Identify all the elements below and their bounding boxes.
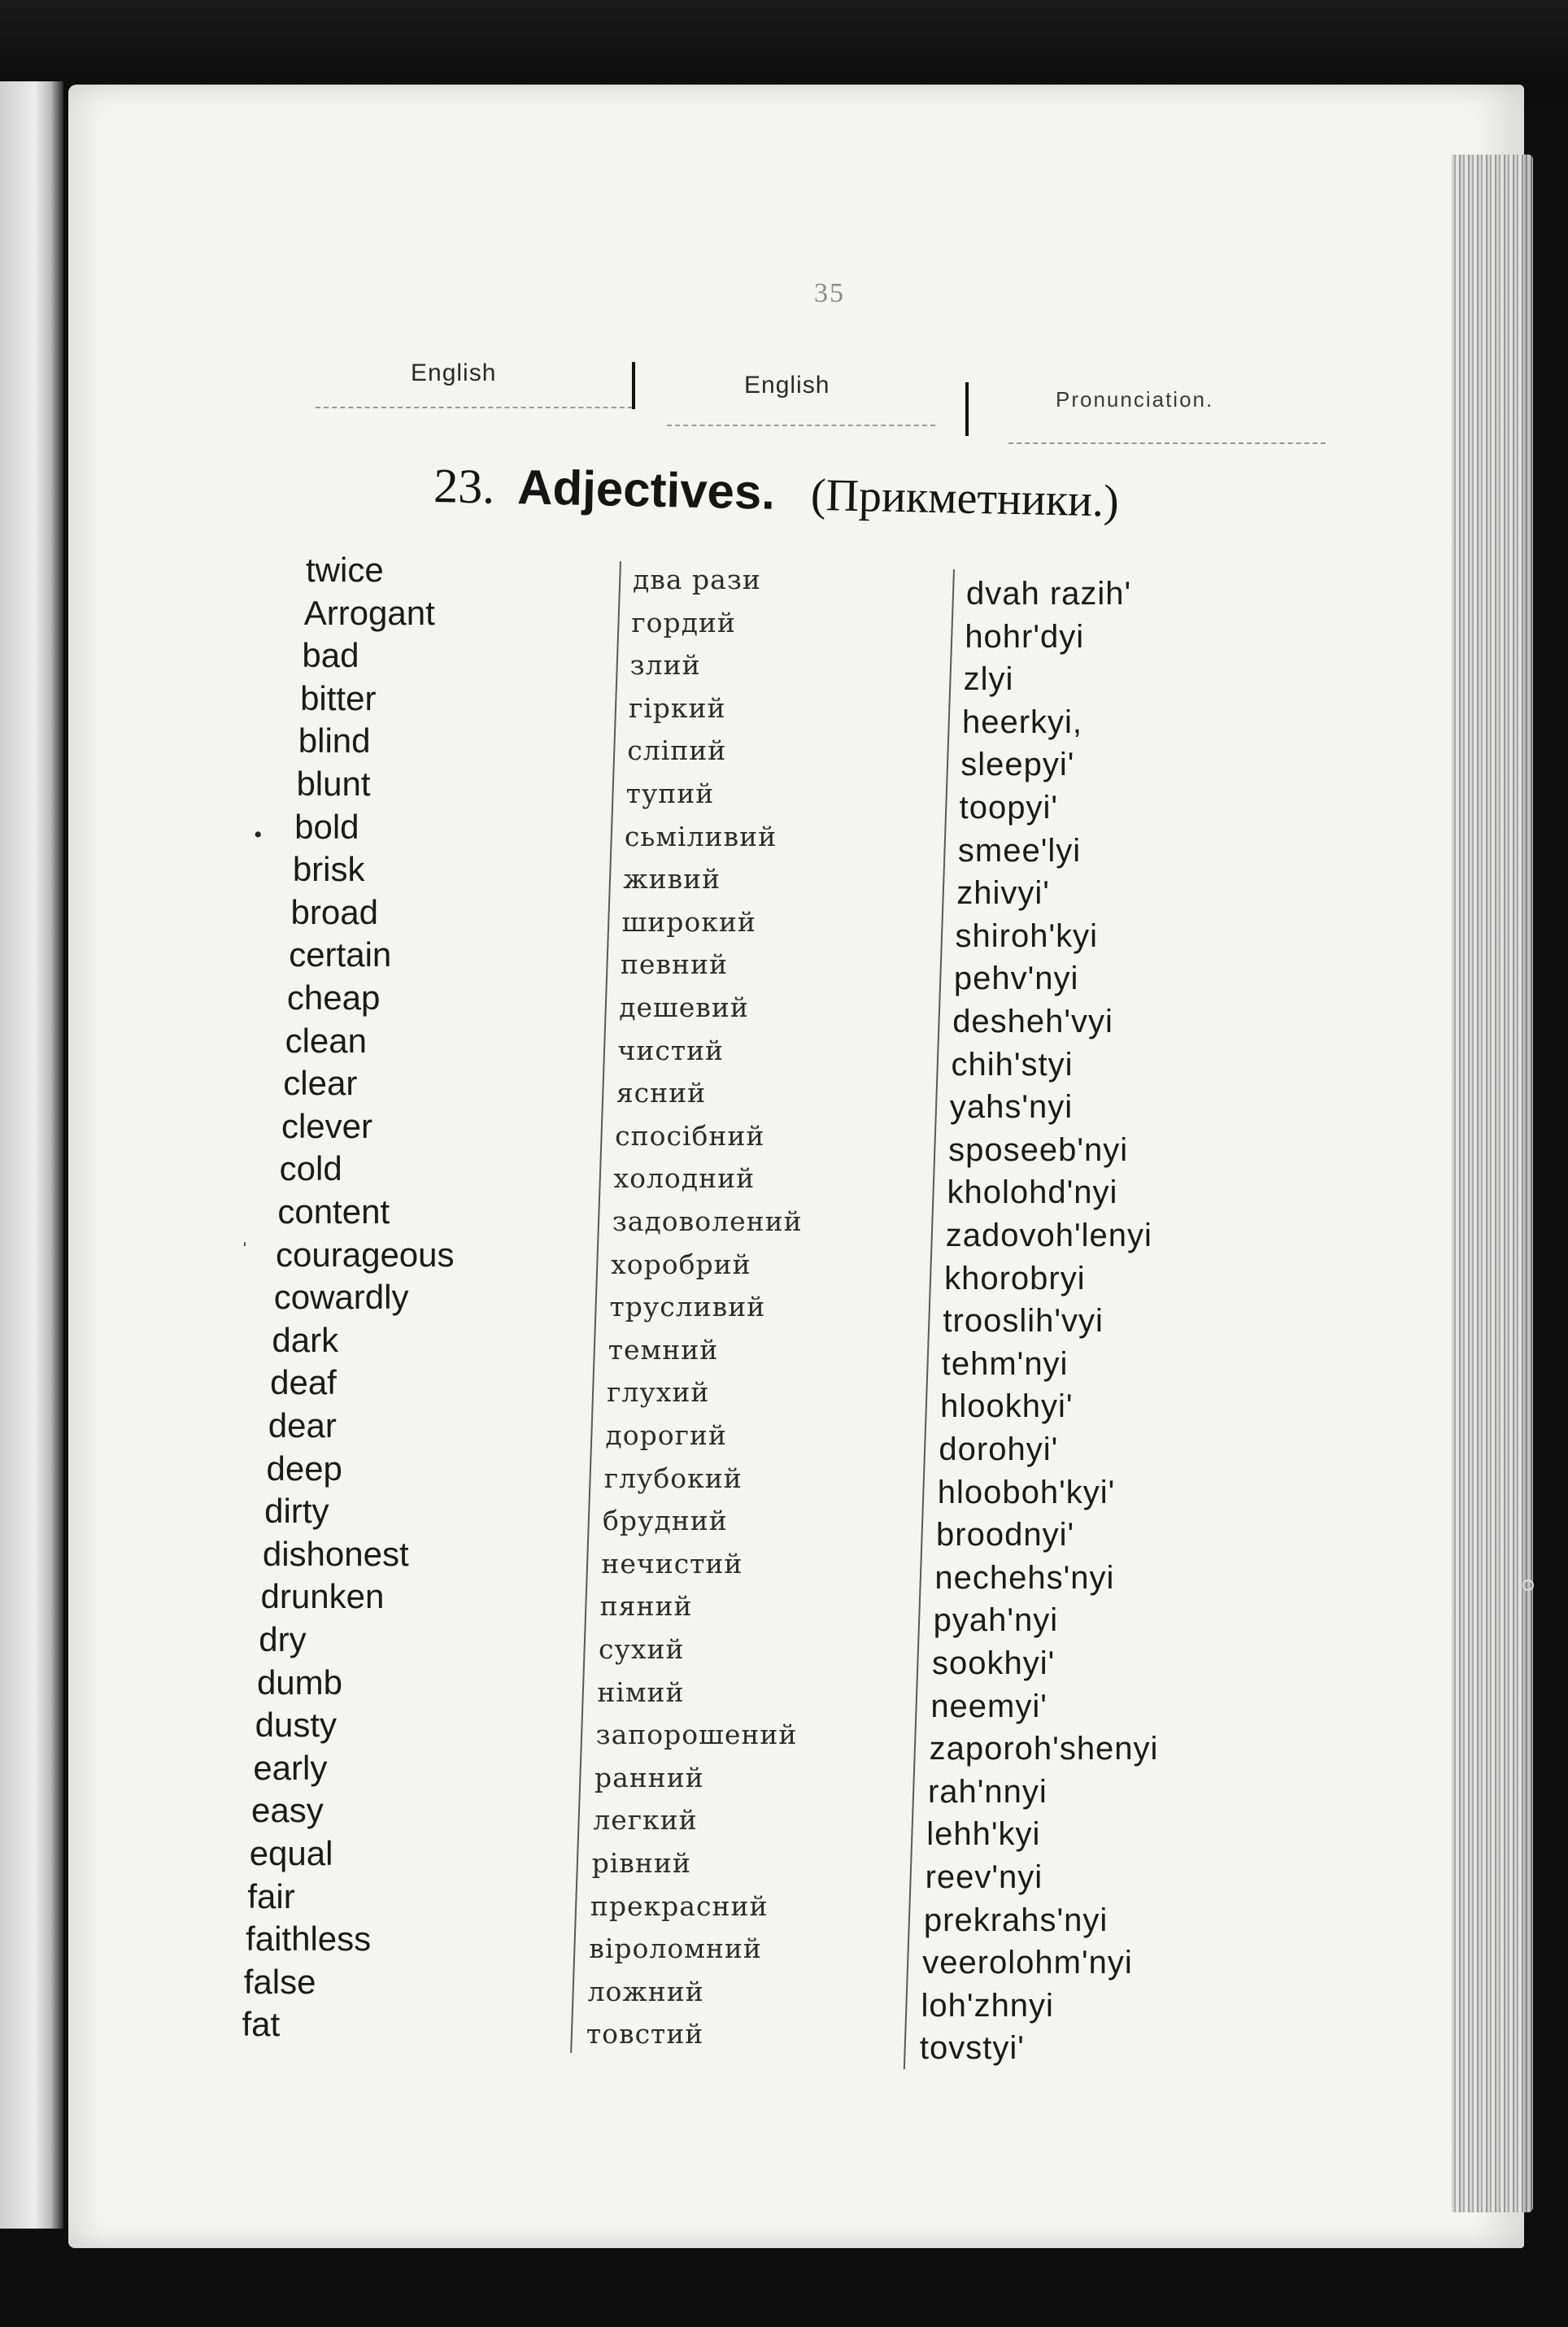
ukrainian-word: гіркий	[628, 691, 726, 724]
pronunciation: tehm'nyi	[941, 1345, 1069, 1382]
header-separator	[965, 382, 969, 436]
section-number: 23.	[433, 458, 495, 514]
pronunciation: dorohyi'	[939, 1431, 1059, 1467]
ukrainian-word: прекрасний	[590, 1889, 769, 1922]
ukrainian-word: сухий	[599, 1633, 685, 1665]
pronunciation: veerolohm'nyi	[922, 1945, 1133, 1981]
english-word: dumb	[256, 1662, 342, 1702]
english-word: dark	[272, 1320, 339, 1359]
ukrainian-word: сьміливий	[624, 820, 777, 852]
english-word: drunken	[260, 1577, 385, 1616]
ukrainian-word: рівний	[591, 1847, 691, 1879]
ukrainian-word: запорошений	[595, 1719, 798, 1751]
english-word: deep	[266, 1449, 342, 1488]
column-header-english-2: English	[744, 372, 830, 399]
english-word: easy	[251, 1791, 324, 1830]
pronunciation: zadovoh'lenyi	[945, 1218, 1152, 1253]
english-word: twice	[306, 551, 384, 589]
pronunciation: hlooboh'kyi'	[937, 1474, 1116, 1510]
pronunciation: hohr'dyi	[965, 618, 1085, 655]
pronunciation: toopyi'	[959, 790, 1058, 826]
ukrainian-word: два рази	[633, 564, 761, 595]
ukrainian-word: чистий	[617, 1034, 725, 1066]
english-word: fat	[242, 2005, 281, 2044]
ukrainian-word: брудний	[603, 1505, 728, 1537]
ukrainian-word: спосібний	[615, 1119, 765, 1152]
pronunciation: pyah'nyi	[933, 1602, 1059, 1639]
english-word: faithless	[246, 1920, 372, 1959]
pronunciation: dvah razih'	[966, 576, 1132, 612]
english-word: equal	[249, 1834, 333, 1872]
pronunciation: khorobryi	[944, 1260, 1086, 1296]
english-word: false	[243, 1962, 316, 2001]
english-word: blind	[298, 721, 371, 760]
english-word: fair	[247, 1876, 295, 1915]
english-word: deaf	[270, 1363, 337, 1402]
english-word: early	[253, 1748, 328, 1787]
ukrainian-word: темний	[608, 1333, 719, 1366]
english-word: clever	[281, 1106, 373, 1145]
ukrainian-word: живий	[623, 863, 721, 896]
scan-speck	[1522, 1580, 1534, 1591]
english-word: dusty	[255, 1706, 338, 1745]
pronunciation: yahs'nyi	[949, 1089, 1074, 1126]
pronunciation: reev'nyi	[925, 1859, 1043, 1895]
pronunciation: heerkyi,	[961, 704, 1083, 740]
ukrainian-word: ложний	[587, 1975, 704, 2007]
pronunciation: sleepyi'	[960, 747, 1075, 783]
ukrainian-word: дешевий	[619, 991, 749, 1023]
pronunciation: hlookhyi'	[940, 1388, 1074, 1425]
english-word: Arrogant	[303, 593, 435, 632]
ukrainian-word: глубокий	[603, 1462, 743, 1494]
ukrainian-word: віроломний	[589, 1933, 762, 1965]
ukrainian-word: певний	[620, 948, 728, 981]
english-word: cheap	[286, 978, 381, 1017]
english-word: broad	[290, 892, 378, 931]
page-fore-edge	[1452, 155, 1533, 2212]
pronunciation: zlyi	[963, 661, 1014, 698]
ukrainian-word: холодний	[613, 1162, 756, 1195]
ukrainian-word: пяний	[599, 1590, 693, 1623]
english-word: courageous	[276, 1235, 455, 1274]
english-word: cowardly	[273, 1278, 409, 1317]
english-word: dry	[259, 1620, 307, 1658]
column-header-english-1: English	[411, 360, 497, 386]
english-word: clean	[285, 1021, 367, 1060]
english-word: bad	[302, 636, 359, 675]
english-word: brisk	[292, 850, 365, 889]
english-word: clear	[283, 1064, 358, 1103]
pronunciation: tovstyi'	[919, 2030, 1025, 2067]
scanner-background	[0, 0, 1568, 98]
english-word: dirty	[264, 1492, 329, 1531]
english-word: dishonest	[262, 1534, 409, 1573]
ukrainian-word: злий	[629, 649, 701, 682]
pronunciation: sookhyi'	[932, 1645, 1056, 1681]
pronunciation: broodnyi'	[936, 1517, 1075, 1554]
pronunciation: prekrahs'nyi	[923, 1902, 1108, 1938]
ukrainian-word: трусливий	[609, 1291, 766, 1323]
ukrainian-word: гордий	[631, 606, 736, 638]
column-header-pronunciation: Pronunciation.	[1056, 387, 1214, 412]
ukrainian-word: німий	[597, 1676, 685, 1708]
english-word: cold	[279, 1149, 342, 1188]
pronunciation: neemyi'	[930, 1688, 1048, 1724]
pronunciation: nechehs'nyi	[934, 1559, 1115, 1596]
pronunciation: kholohd'nyi	[947, 1174, 1118, 1211]
ukrainian-word: задоволений	[612, 1205, 803, 1237]
pronunciation: sposeeb'nyi	[948, 1131, 1129, 1168]
english-word: dear	[268, 1406, 337, 1445]
facing-page-edge	[0, 81, 63, 2229]
ukrainian-word: глухий	[607, 1376, 710, 1409]
pronunciation: lehh'kyi	[926, 1816, 1041, 1853]
pronunciation: zaporoh'shenyi	[929, 1731, 1159, 1767]
ukrainian-word: легкий	[593, 1804, 698, 1837]
header-rule	[667, 425, 935, 426]
header-rule	[316, 407, 633, 408]
pronunciation: chih'styi	[951, 1046, 1074, 1083]
pronunciation: zhivyi'	[956, 875, 1050, 912]
pronunciation: loh'zhnyi	[921, 1987, 1054, 2024]
pronunciation: rah'nnyi	[927, 1773, 1048, 1810]
pronunciation: smee'lyi	[957, 832, 1082, 869]
margin-dot: •	[254, 821, 263, 848]
pronunciation: trooslih'vyi	[943, 1303, 1104, 1340]
english-word: content	[277, 1192, 390, 1231]
ukrainian-word: ранний	[594, 1761, 704, 1793]
header-rule	[1008, 442, 1326, 444]
pronunciation: pehv'nyi	[953, 961, 1079, 997]
english-word: bitter	[300, 678, 377, 717]
section-title: Adjectives.	[516, 460, 776, 520]
ukrainian-word: товстий	[586, 2018, 704, 2050]
ukrainian-word: широкий	[621, 905, 756, 938]
ukrainian-word: тупий	[625, 778, 715, 809]
margin-tick: ˈ	[241, 1238, 249, 1265]
pronunciation: shiroh'kyi	[955, 917, 1099, 954]
ukrainian-word: дорогий	[605, 1419, 727, 1451]
english-word: bold	[294, 807, 359, 846]
page-number: 35	[814, 278, 845, 308]
header-separator	[632, 362, 635, 409]
ukrainian-word: нечистий	[601, 1547, 743, 1580]
pronunciation: desheh'vyi	[952, 1004, 1113, 1039]
ukrainian-word: хоробрий	[611, 1248, 751, 1280]
english-word: blunt	[296, 765, 371, 803]
ukrainian-word: сліпий	[627, 734, 727, 767]
ukrainian-word: ясний	[616, 1077, 707, 1109]
section-title-ukrainian: (Прикметники.)	[810, 469, 1120, 527]
english-word: certain	[289, 935, 392, 974]
